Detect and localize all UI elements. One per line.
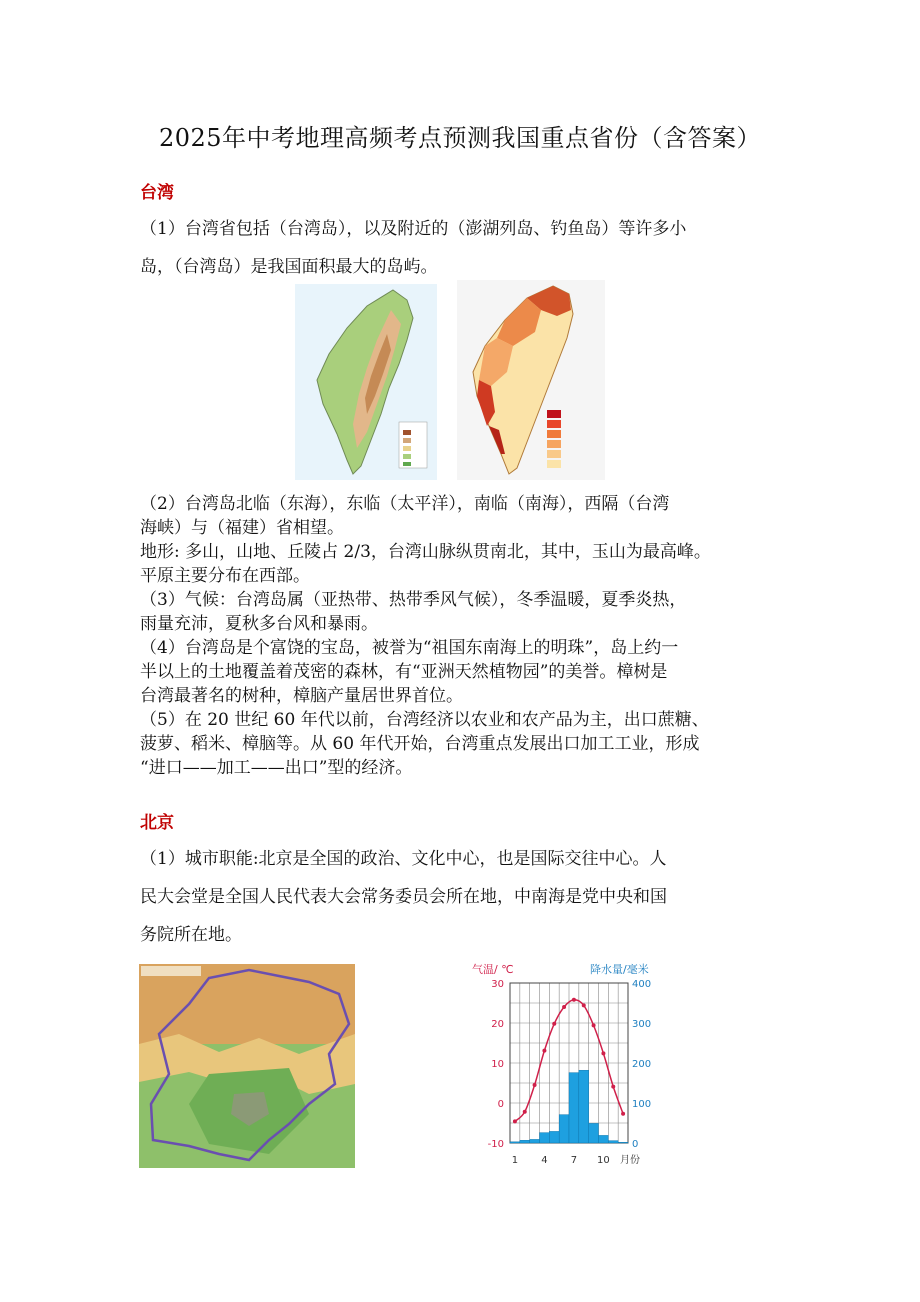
temperature-point <box>562 1005 566 1009</box>
beijing-body-text <box>140 840 790 954</box>
text-line: （5）在 20 世纪 60 年代以前，台湾经济以农业和农产品为主，出口蔗糖、 <box>140 710 709 730</box>
temperature-point <box>513 1119 517 1123</box>
precipitation-bar <box>510 1142 520 1143</box>
left-tick-label: 10 <box>491 1059 504 1070</box>
text-line: “进口——加工——出口”型的经济。 <box>140 758 413 778</box>
map-legend <box>399 422 427 468</box>
text-line: 菠萝、稻米、樟脑等。从 60 年代开始，台湾重点发展出口加工工业，形成 <box>140 734 700 754</box>
beijing-climate-chart <box>470 955 662 1167</box>
text-line: （1）城市职能:北京是全国的政治、文化中心，也是国际交往中心。人 <box>140 849 667 869</box>
precipitation-bar <box>540 1133 550 1143</box>
text-line: 雨量充沛，夏秋多台风和暴雨。 <box>140 614 378 634</box>
precipitation-bar <box>608 1141 618 1143</box>
text-line: 地形: 多山，山地、丘陵占 2/3，台湾山脉纵贯南北，其中，玉山为最高峰。 <box>140 542 711 562</box>
right-tick-label: 300 <box>632 1019 652 1030</box>
temperature-point <box>533 1083 537 1087</box>
text-line: 岛，（台湾岛）是我国面积最大的岛屿。 <box>140 257 438 277</box>
right-tick-label: 100 <box>632 1099 652 1110</box>
text-line: 民大会堂是全国人民代表大会常务委员会所在地，中南海是党中央和国 <box>140 887 667 907</box>
precipitation-bar <box>549 1131 559 1143</box>
taiwan-population-map <box>457 280 605 480</box>
left-tick-label: 20 <box>491 1019 504 1030</box>
page-title: 2025年中考地理高频考点预测我国重点省份（含答案） <box>158 124 762 152</box>
temperature-point <box>592 1023 596 1027</box>
text-line: 平原主要分布在西部。 <box>140 566 310 586</box>
temperature-point <box>621 1112 625 1116</box>
text-line: 半以上的土地覆盖着茂密的森林，有“亚洲天然植物园”的美誉。樟树是 <box>140 662 668 682</box>
temperature-point <box>572 998 576 1002</box>
right-tick-label: 400 <box>632 979 652 990</box>
text-line: （3）气候：台湾岛属（亚热带、热带季风气候），冬季温暖，夏季炎热， <box>140 590 687 610</box>
precipitation-bar <box>559 1115 569 1143</box>
text-line: （1）台湾省包括（台湾岛），以及附近的（澎湖列岛、钓鱼岛）等许多小 <box>140 219 687 239</box>
temperature-point <box>523 1110 527 1114</box>
x-tick-label: 1 <box>511 1155 519 1166</box>
x-tick-label: 4 <box>541 1155 548 1166</box>
right-tick-label: 200 <box>632 1059 652 1070</box>
temperature-point <box>582 1003 586 1007</box>
text-line: （2）台湾岛北临（东海），东临（太平洋），南临（南海），西隔（台湾 <box>140 494 670 514</box>
left-tick-label: 0 <box>497 1099 504 1110</box>
x-tick-label: 7 <box>570 1155 578 1166</box>
temperature-point <box>611 1085 615 1089</box>
precipitation-bar <box>589 1123 599 1143</box>
beijing-terrain-map <box>139 964 355 1168</box>
temperature-point <box>542 1049 546 1053</box>
precipitation-bar <box>530 1139 540 1143</box>
taiwan-terrain-map <box>295 284 437 480</box>
left-tick-label: -10 <box>487 1139 504 1150</box>
precipitation-bar <box>599 1135 609 1143</box>
taiwan-body-text <box>140 492 790 780</box>
right-axis-label: 降水量/毫米 <box>590 963 649 976</box>
precipitation-bar <box>579 1070 589 1143</box>
text-line: 务院所在地。 <box>140 925 242 945</box>
precipitation-bar <box>618 1142 628 1143</box>
left-axis-label: 气温/ ℃ <box>472 963 514 976</box>
precipitation-bar <box>569 1073 579 1143</box>
text-line: 台湾最著名的树种，樟脑产量居世界首位。 <box>140 686 463 706</box>
left-tick-label: 30 <box>491 979 504 990</box>
x-axis-label: 月份 <box>620 1155 640 1166</box>
text-line: （4）台湾岛是个富饶的宝岛，被誉为“祖国东南海上的明珠”，岛上约一 <box>140 638 679 658</box>
section-heading-taiwan: 台湾 <box>140 183 174 203</box>
x-tick-label: 10 <box>597 1155 610 1166</box>
temperature-point <box>601 1051 605 1055</box>
section-heading-beijing: 北京 <box>140 813 174 833</box>
taiwan-paragraph-1 <box>140 210 790 286</box>
precipitation-bar <box>520 1140 530 1143</box>
text-line: 海峡）与（福建）省相望。 <box>140 518 344 538</box>
right-tick-label: 0 <box>632 1139 639 1150</box>
temperature-point <box>552 1022 556 1026</box>
